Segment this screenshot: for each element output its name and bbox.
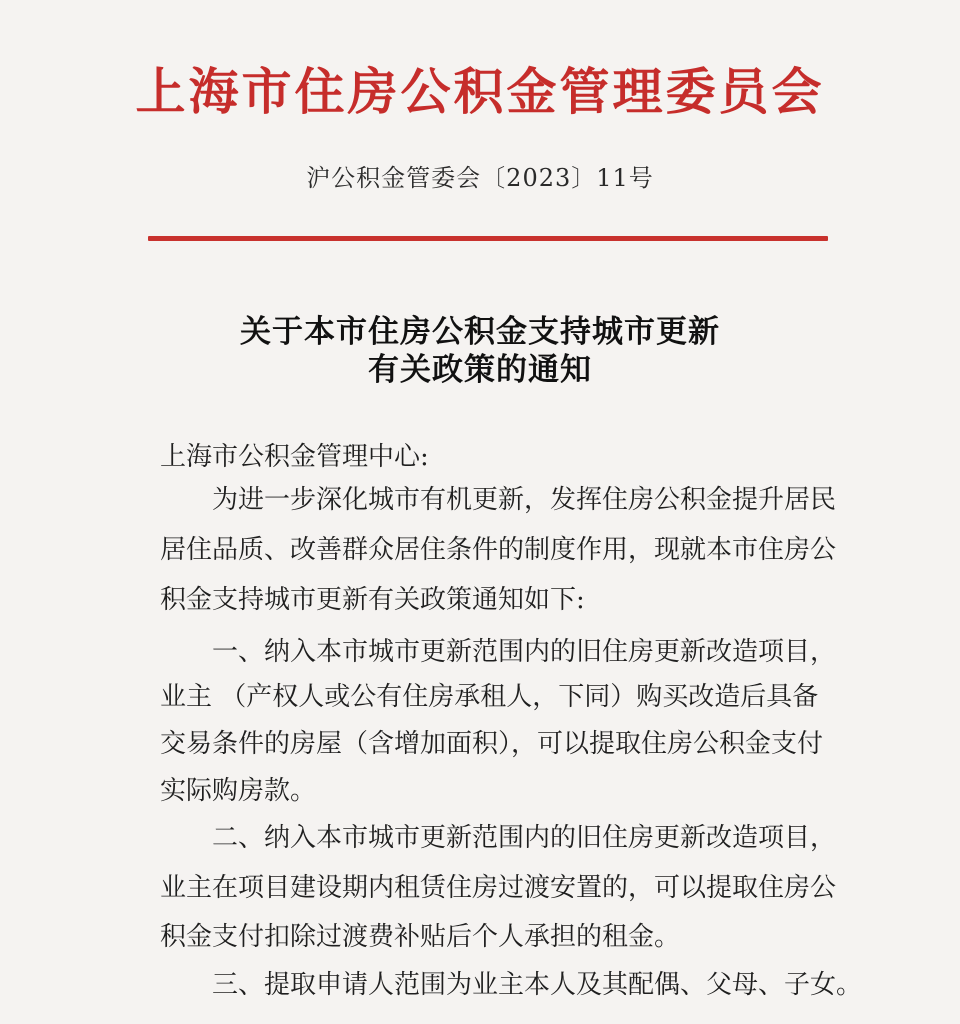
body-text-line: 交易条件的房屋（含增加面积），可以提取住房公积金支付: [160, 729, 824, 759]
body-text-line: 业主 （产权人或公有住房承租人，下同）购买改造后具备: [160, 682, 819, 712]
document-title-line-2: 有关政策的通知: [368, 352, 592, 388]
body-text-line: 二、纳入本市城市更新范围内的旧住房更新改造项目，: [212, 823, 837, 853]
body-text-line: 实际购房款。: [160, 776, 317, 806]
red-divider-line: [148, 236, 828, 241]
issuing-organization-header: 上海市住房公积金管理委员会: [135, 63, 825, 121]
body-text-line: 一、纳入本市城市更新范围内的旧住房更新改造项目，: [212, 637, 837, 667]
body-text-line: 三、提取申请人范围为业主本人及其配偶、父母、子女。: [212, 970, 863, 1000]
body-text-line: 业主在项目建设期内租赁住房过渡安置的，可以提取住房公: [160, 873, 837, 903]
body-text-line: 为进一步深化城市有机更新，发挥住房公积金提升居民: [212, 485, 837, 515]
body-text-line: 居住品质、改善群众居住条件的制度作用，现就本市住房公: [160, 535, 837, 565]
document-title-line-1: 关于本市住房公积金支持城市更新: [240, 314, 720, 350]
recipient-line: 上海市公积金管理中心:: [160, 442, 429, 472]
body-text-line: 积金支持城市更新有关政策通知如下:: [160, 585, 585, 615]
document-number: 沪公积金管委会〔2023〕11号: [306, 164, 654, 192]
body-text-line: 积金支付扣除过渡费补贴后个人承担的租金。: [160, 922, 681, 952]
